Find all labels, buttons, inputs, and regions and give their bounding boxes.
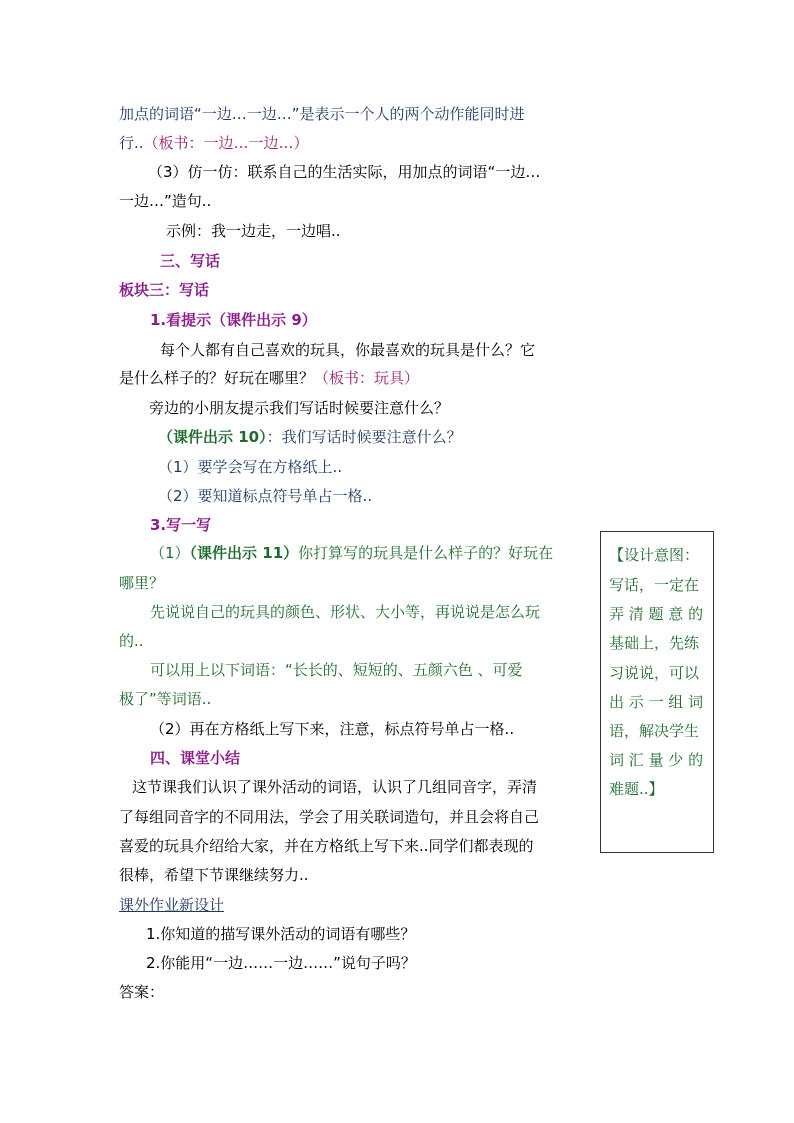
text-span: 行.. — [119, 134, 144, 152]
courseware-label: （课件出示 10） — [158, 428, 267, 446]
summary-line: 这节课我们认识了课外活动的词语，认识了几组同音字，弄清 — [132, 778, 538, 796]
summary-line: 很棒，希望下节课继续努力.. — [119, 866, 309, 884]
step-heading: 3.写一写 — [150, 516, 212, 534]
text-line — [119, 132, 309, 154]
box-line: 写话，一定在 — [609, 576, 700, 594]
text-line: （2）再在方格纸上写下来，注意，标点符号单占一格.. — [150, 720, 515, 738]
homework-item: 1.你知道的描写课外活动的词语有哪些？ — [146, 925, 416, 943]
text-line — [158, 426, 462, 448]
summary-line: 了每组同音字的不同用法，学会了用关联词造句，并且会将自己 — [119, 808, 540, 826]
text-span: （1） — [150, 544, 190, 562]
text-line: （3）仿一仿：联系自己的生活实际，用加点的词语“一边… — [148, 163, 541, 181]
box-line: 出 示 一 组 词 — [609, 693, 704, 711]
text-line: 哪里？ — [119, 574, 165, 592]
blackboard-note: （板书：一边…一边…） — [143, 134, 309, 152]
box-line: 弄 清 题 意 的 — [609, 605, 704, 623]
text-span: 是什么样子的？好玩在哪里？ — [119, 369, 315, 387]
text-line: 可以用上以下词语：“长长的、短短的、五颜六色 、可爱 — [150, 661, 523, 679]
example-line: 示例：我一边走，一边唱.. — [166, 222, 341, 240]
text-span: ：我们写话时候要注意什么？ — [266, 428, 462, 446]
text-line: 先说说自己的玩具的颜色、形状、大小等，再说说是怎么玩 — [150, 603, 541, 621]
answer-label: 答案： — [119, 983, 165, 1001]
box-line: 基础上，先练 — [609, 634, 700, 652]
design-intent-box — [600, 531, 714, 853]
box-line: 词 汇 量 少 的 — [609, 751, 704, 769]
section-heading: 三、写话 — [160, 252, 221, 270]
box-line: 难题..】 — [609, 780, 664, 798]
text-span: 你打算写的玩具是什么样子的？好玩在 — [298, 544, 554, 562]
text-line: 一边…”造句.. — [119, 192, 212, 210]
box-line: 习说说，可以 — [609, 664, 700, 682]
blackboard-note: （板书：玩具） — [314, 369, 420, 387]
text-line: 旁边的小朋友提示我们写话时候要注意什么？ — [149, 399, 450, 417]
text-line: 的.. — [119, 632, 144, 650]
text-line: 每个人都有自己喜欢的玩具，你最喜欢的玩具是什么？它 — [160, 341, 536, 359]
step-heading: 1.看提示（课件出示 9） — [150, 311, 317, 329]
text-line: 极了”等词语.. — [119, 690, 212, 708]
courseware-label: （课件出示 11） — [189, 544, 299, 562]
box-line: 语，解决学生 — [609, 722, 700, 740]
homework-heading: 课外作业新设计 — [119, 896, 225, 914]
section-heading: 四、课堂小结 — [150, 749, 241, 767]
list-item: （1）要学会写在方格纸上.. — [158, 458, 343, 476]
block-heading: 板块三：写话 — [119, 281, 210, 299]
text-line — [119, 367, 419, 389]
list-item: （2）要知道标点符号单占一格.. — [158, 487, 373, 505]
box-line: 【设计意图： — [609, 546, 700, 564]
homework-item: 2.你能用“一边……一边……”说句子吗？ — [146, 954, 416, 972]
text-line — [150, 542, 553, 564]
text-line: 加点的词语“一边…一边…”是表示一个人的两个动作能同时进 — [119, 105, 525, 123]
summary-line: 喜爱的玩具介绍给大家，并在方格纸上写下来..同学们都表现的 — [119, 837, 534, 855]
